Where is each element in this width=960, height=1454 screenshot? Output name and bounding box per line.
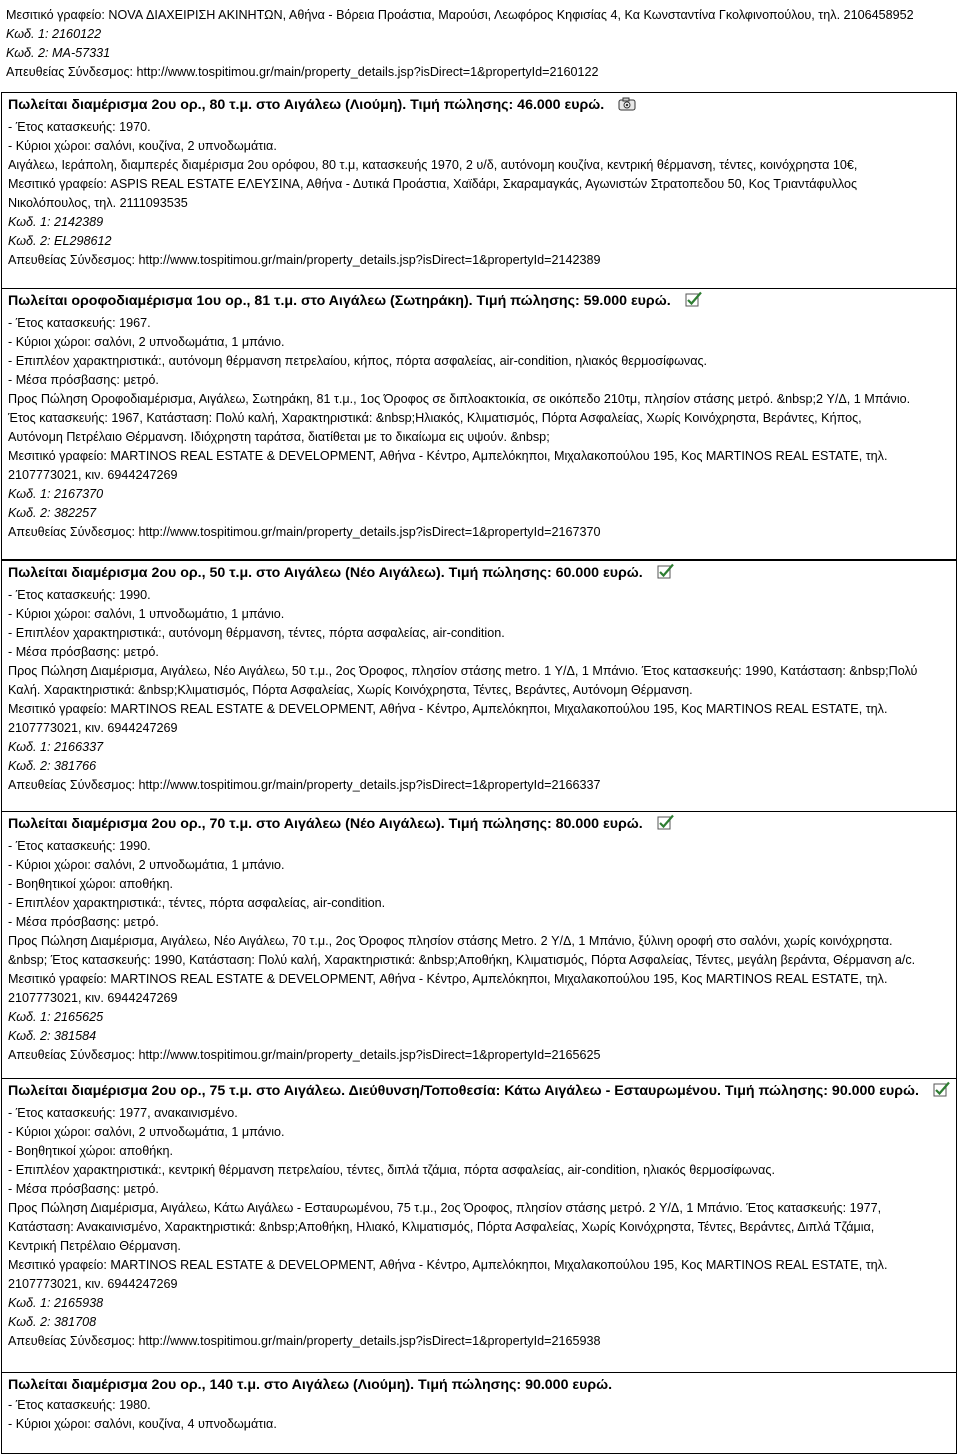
checkbox-icon <box>657 814 675 837</box>
description-line: Προς Πώληση Διαμέρισμα, Αιγάλεω, Νέο Αιγάλεω, 70 τ.μ., 2ος Όροφος πλησίον στάσης Metro. 2 Υ/Δ, 1 Μπάνιο, ξύλινη οροφή στο σαλόνι, χωρίς κοινόχρηστα. <box>8 934 893 948</box>
listing-title <box>2 1079 956 1104</box>
listing-card <box>1 92 957 290</box>
code-1: Κωδ. 1: 2165625 <box>8 1010 104 1024</box>
detail-line: - Μέσα πρόσβασης: μετρό. <box>8 1182 159 1196</box>
description-line: Προς Πώληση Διαμέρισμα, Αιγάλεω, Νέο Αιγάλεω, 50 τ.μ., 2ος Όροφος, πλησίον στάσης metro. 1 Υ/Δ, 1 Μπάνιο. Έτος κατασκευής: 1990, Κατάσταση: &nbsp;Πολύ <box>8 664 918 678</box>
listing-card <box>1 560 957 812</box>
description-line: Προς Πώληση Οροφοδιαμέρισμα, Αιγάλεω, Σωτηράκη, 81 τ.μ., 1ος Όροφος σε διπλοακτοικία, σε οικόπεδο 210τμ, πλησίον στάσης μετρό. &nbsp;2 Υ/Δ, 1 Μπάνιο. <box>8 392 911 406</box>
listing-card <box>1 1078 957 1373</box>
code-2: Κωδ. 2: MA-57331 <box>6 46 111 60</box>
detail-line: - Μέσα πρόσβασης: μετρό. <box>8 645 159 659</box>
detail-line: - Κύριοι χώροι: σαλόνι, 2 υπνοδωμάτια, 1 μπάνιο. <box>8 858 285 872</box>
detail-line: - Επιπλέον χαρακτηριστικά:, τέντες, πόρτα ασφαλείας, air-condition. <box>8 896 386 910</box>
listing-title-text: Πωλείται διαμέρισμα 2ου ορ., 50 τ.μ. στο Αιγάλεω (Νέο Αιγάλεω). Τιμή πώλησης: 60.000 ευρώ. <box>8 565 643 581</box>
code-2: Κωδ. 2: 381766 <box>8 759 97 773</box>
code-2: Κωδ. 2: 381708 <box>8 1315 97 1329</box>
description-line: Αιγάλεω, Ιεράπολη, διαμπερές διαμέρισμα 2ου ορόφου, 80 τ.μ, κατασκευής 1970, 2 υ/δ, αυτόνομη κουζίνα, κεντρική θέρμανση, τέντες, κοινόχρηστα 10€, <box>8 158 858 172</box>
direct-link[interactable]: Απευθείας Σύνδεσμος: http://www.tospitimou.gr/main/property_details.jsp?isDirect=1&propertyId=2142389 <box>8 253 601 267</box>
code-1: Κωδ. 1: 2167370 <box>8 487 104 501</box>
listing-title-text: Πωλείται οροφοδιαμέρισμα 1ου ορ., 81 τ.μ. στο Αιγάλεω (Σωτηράκη). Τιμή πώλησης: 59.000 ευρώ. <box>8 293 671 309</box>
detail-line: - Έτος κατασκευής: 1970. <box>8 120 151 134</box>
detail-line: - Επιπλέον χαρακτηριστικά:, αυτόνομη θέρμανση, τέντες, πόρτα ασφαλείας, air-condition. <box>8 626 505 640</box>
listing-title-text: Πωλείται διαμέρισμα 2ου ορ., 80 τ.μ. στο Αιγάλεω (Λιούμη). Τιμή πώλησης: 46.000 ευρώ. <box>8 97 605 113</box>
detail-line: - Κύριοι χώροι: σαλόνι, κουζίνα, 4 υπνοδωμάτια. <box>8 1417 277 1431</box>
description-line: Κατάσταση: Ανακαινισμένο, Χαρακτηριστικά: &nbsp;Αποθήκη, Ηλιακό, Κλιματισμός, Πόρτα Ασφαλείας, Χωρίς Κοινόχρηστα, Τέντες, Βεράντες, Διπλά Τζάμια, <box>8 1220 875 1234</box>
code-1: Κωδ. 1: 2166337 <box>8 740 104 754</box>
code-2: Κωδ. 2: 382257 <box>8 506 97 520</box>
code-1: Κωδ. 1: 2160122 <box>6 27 102 41</box>
checkbox-icon <box>657 563 675 586</box>
detail-line: - Κύριοι χώροι: σαλόνι, κουζίνα, 2 υπνοδωμάτια. <box>8 139 277 153</box>
office-line: Μεσιτικό γραφείο: ASPIS REAL ESTATE ΕΛΕΥΣΙΝΑ, Αθήνα - Δυτικά Προάστια, Χαϊδάρι, Σκαραμαγκάς, Αγωνιστών Στρατοπεδου 50, Κος Τριαντάφυλλος <box>8 177 858 191</box>
listing-title <box>2 289 956 314</box>
detail-line: - Βοηθητικοί χώροι: αποθήκη. <box>8 877 173 891</box>
direct-link[interactable]: Απευθείας Σύνδεσμος: http://www.tospitimou.gr/main/property_details.jsp?isDirect=1&propertyId=2160122 <box>6 65 599 79</box>
listing-title <box>2 93 956 118</box>
listing-title <box>2 812 956 837</box>
detail-line: - Έτος κατασκευής: 1990. <box>8 839 151 853</box>
direct-link[interactable]: Απευθείας Σύνδεσμος: http://www.tospitimou.gr/main/property_details.jsp?isDirect=1&propertyId=2166337 <box>8 778 601 792</box>
listing-card <box>1 811 957 1079</box>
description-line: Προς Πώληση Διαμέρισμα, Αιγάλεω, Κάτω Αιγάλεω - Εσταυρωμένου, 75 τ.μ., 2ος Όροφος, πλησίον στάσης μετρό. 2 Υ/Δ, 1 Μπάνιο. Έτος κατασκευής: 1977, <box>8 1201 882 1215</box>
detail-line: - Επιπλέον χαρακτηριστικά:, αυτόνομη θέρμανση πετρελαίου, κήπος, πόρτα ασφαλείας, air-condition, ηλιακός θερμοσίφωνας. <box>8 354 708 368</box>
detail-line: - Έτος κατασκευής: 1990. <box>8 588 151 602</box>
listing-title-text: Πωλείται διαμέρισμα 2ου ορ., 70 τ.μ. στο Αιγάλεω (Νέο Αιγάλεω). Τιμή πώλησης: 80.000 ευρώ. <box>8 816 643 832</box>
description-line: Αυτόνομη Πετρέλαιο Θέρμανση. Ιδιόχρηστη ταράτσα, διατίθεται με το δικαίωμα εις υψούν. &nbsp; <box>8 430 550 444</box>
detail-line: - Έτος κατασκευής: 1977, ανακαινισμένο. <box>8 1106 238 1120</box>
detail-line: - Έτος κατασκευής: 1980. <box>8 1398 151 1412</box>
direct-link[interactable]: Απευθείας Σύνδεσμος: http://www.tospitimou.gr/main/property_details.jsp?isDirect=1&propertyId=2167370 <box>8 525 601 539</box>
office-line: Μεσιτικό γραφείο: MARTINOS REAL ESTATE & DEVELOPMENT, Αθήνα - Κέντρο, Αμπελόκηποι, Μιχαλακοπούλου 195, Κος MARTINOS REAL ESTATE, τηλ. <box>8 702 888 716</box>
detail-line: - Έτος κατασκευής: 1967. <box>8 316 151 330</box>
office-line: 2107773021, κιν. 6944247269 <box>8 991 178 1005</box>
code-1: Κωδ. 1: 2142389 <box>8 215 104 229</box>
previous-listing-tail <box>0 6 960 82</box>
detail-line: - Μέσα πρόσβασης: μετρό. <box>8 373 159 387</box>
listing-card <box>1 1372 957 1454</box>
checkbox-icon <box>933 1081 951 1104</box>
listing-title-text: Πωλείται διαμέρισμα 2ου ορ., 140 τ.μ. στο Αιγάλεω (Λιούμη). Τιμή πώλησης: 90.000 ευρώ. <box>8 1377 613 1393</box>
description-line: Καλή. Χαρακτηριστικά: &nbsp;Κλιματισμός, Πόρτα Ασφαλείας, Χωρίς Κοινόχρηστα, Τέντες, Βεράντες, Αυτόνομη Θέρμανση. <box>8 683 693 697</box>
direct-link[interactable]: Απευθείας Σύνδεσμος: http://www.tospitimou.gr/main/property_details.jsp?isDirect=1&propertyId=2165938 <box>8 1334 601 1348</box>
code-2: Κωδ. 2: EL298612 <box>8 234 112 248</box>
office-line: Νικολόπουλος, τηλ. 2111093535 <box>8 196 188 210</box>
listing-title-text: Πωλείται διαμέρισμα 2ου ορ., 75 τ.μ. στο Αιγάλεω. Διεύθυνση/Τοποθεσία: Κάτω Αιγάλεω - Εσταυρωμένου. Τιμή πώλησης: 90.000 ευρώ. <box>8 1083 919 1099</box>
checkbox-icon <box>685 291 703 314</box>
detail-line: - Κύριοι χώροι: σαλόνι, 1 υπνοδωμάτιο, 1 μπάνιο. <box>8 607 285 621</box>
office-line: Μεσιτικό γραφείο: MARTINOS REAL ESTATE & DEVELOPMENT, Αθήνα - Κέντρο, Αμπελόκηποι, Μιχαλακοπούλου 195, Κος MARTINOS REAL ESTATE, τηλ. <box>8 449 888 463</box>
office-line: Μεσιτικό γραφείο: MARTINOS REAL ESTATE & DEVELOPMENT, Αθήνα - Κέντρο, Αμπελόκηποι, Μιχαλακοπούλου 195, Κος MARTINOS REAL ESTATE, τηλ. <box>8 972 888 986</box>
detail-line: - Επιπλέον χαρακτηριστικά:, κεντρική θέρμανση πετρελαίου, τέντες, διπλά τζάμια, πόρτα ασφαλείας, air-condition, ηλιακός θερμοσίφωνας. <box>8 1163 775 1177</box>
detail-line: - Βοηθητικοί χώροι: αποθήκη. <box>8 1144 173 1158</box>
listing-title <box>2 1373 956 1396</box>
detail-line: - Κύριοι χώροι: σαλόνι, 2 υπνοδωμάτια, 1 μπάνιο. <box>8 1125 285 1139</box>
listing-title <box>2 561 956 586</box>
camera-icon <box>618 97 636 118</box>
code-1: Κωδ. 1: 2165938 <box>8 1296 104 1310</box>
office-info: Μεσιτικό γραφείο: NOVA ΔΙΑΧΕΙΡΙΣΗ ΑΚΙΝΗΤΩΝ, Αθήνα - Βόρεια Προάστια, Μαρούσι, Λεωφόρος Κηφισίας 4, Κα Κωνσταντίνα Γκολφινοπούλου, τηλ. 2106458952 <box>6 8 914 22</box>
direct-link[interactable]: Απευθείας Σύνδεσμος: http://www.tospitimou.gr/main/property_details.jsp?isDirect=1&propertyId=2165625 <box>8 1048 601 1062</box>
office-line: Μεσιτικό γραφείο: MARTINOS REAL ESTATE & DEVELOPMENT, Αθήνα - Κέντρο, Αμπελόκηποι, Μιχαλακοπούλου 195, Κος MARTINOS REAL ESTATE, τηλ. <box>8 1258 888 1272</box>
code-2: Κωδ. 2: 381584 <box>8 1029 97 1043</box>
office-line: 2107773021, κιν. 6944247269 <box>8 468 178 482</box>
office-line: 2107773021, κιν. 6944247269 <box>8 1277 178 1291</box>
description-line: Κεντρική Πετρέλαιο Θέρμανση. <box>8 1239 181 1253</box>
description-line: &nbsp; Έτος κατασκευής: 1990, Κατάσταση: Πολύ καλή, Χαρακτηριστικά: &nbsp;Αποθήκη, Κλιματισμός, Πόρτα Ασφαλείας, Τέντες, μεγάλη βεράντα, Θέρμανση a/c. <box>8 953 916 967</box>
office-line: 2107773021, κιν. 6944247269 <box>8 721 178 735</box>
listing-card <box>1 288 957 560</box>
detail-line: - Κύριοι χώροι: σαλόνι, 2 υπνοδωμάτια, 1 μπάνιο. <box>8 335 285 349</box>
description-line: Έτος κατασκευής: 1967, Κατάσταση: Πολύ καλή, Χαρακτηριστικά: &nbsp;Ηλιακός, Κλιματισμός, Πόρτα Ασφαλείας, Χωρίς Κοινόχρηστα, Βεράντες, Κήπος, <box>8 411 862 425</box>
detail-line: - Μέσα πρόσβασης: μετρό. <box>8 915 159 929</box>
